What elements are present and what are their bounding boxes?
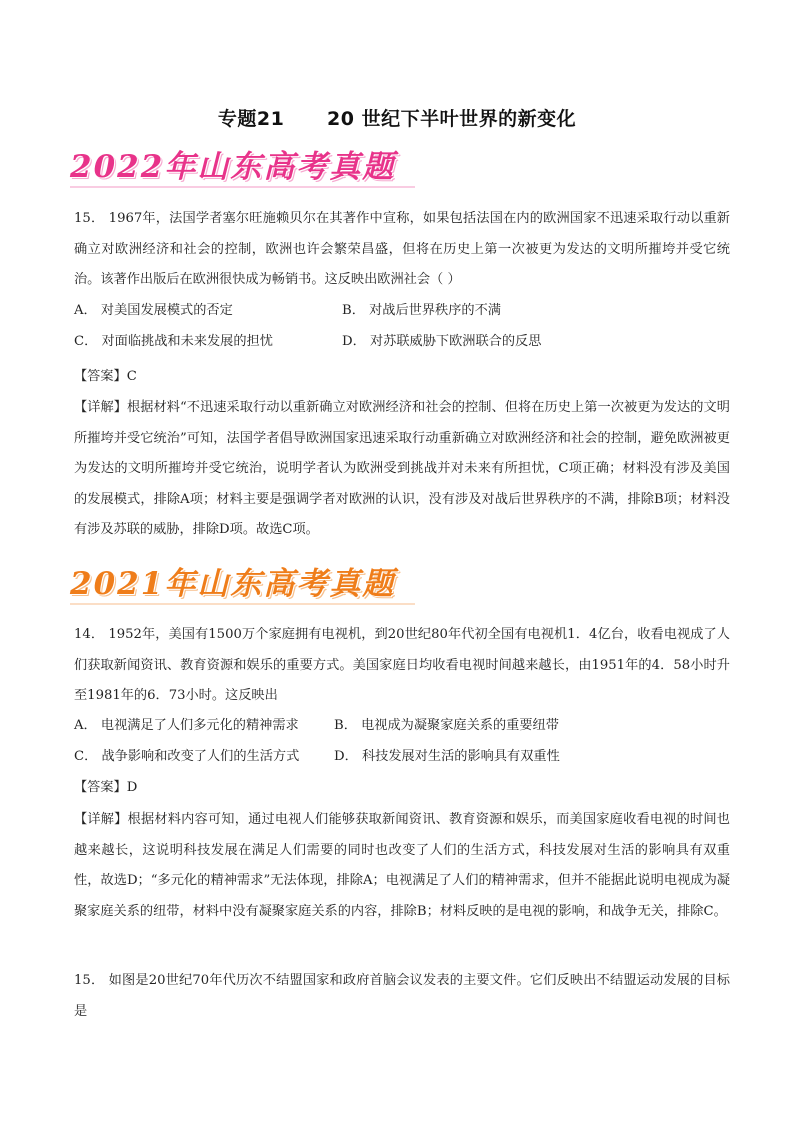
question-text: 15． 如图是20世纪70年代历次不结盟国家和政府首脑会议发表的主要文件。它们反映出不结盟运动发展的目标是 [74,973,730,1019]
option-b: B． 电视成为凝聚家庭关系的重要纽带 [334,718,559,733]
options-2022-15 [74,296,734,357]
question-2022-15 [74,204,730,296]
option-row [74,711,734,742]
option-d: D． 科技发展对生活的影响具有双重性 [334,748,560,764]
page-title: 专题21 20 世纪下半叶世界的新变化 [217,108,577,130]
detail-2022-15 [74,393,730,546]
banner-2021: 2021年山东高考真题 [70,566,396,602]
answer-text: 【答案】C [74,369,137,384]
option-d: D． 对苏联威胁下欧洲联合的反思 [342,333,542,349]
detail-text: 【详解】根据材料内容可知，通过电视人们能够获取新闻资讯、教育资源和娱乐，而美国家庭收看电视的时间也越来越长，这说明科技发展在满足人们需要的同时也改变了人们的生活方式，科技发展对生活的影响具有双重性，故选D；“多元化的精神需求”无法体现，排除A；电视满足了人们的精神需求，但并不能据此说明电视成为凝聚家庭关系的纽带，材料中没有凝聚家庭关系的内容，排除B；材料反映的是电视的影响，和战争无关，排除C。 [74,812,730,919]
answer-2021-14 [74,773,730,804]
question-text: 15． 1967年，法国学者塞尔旺施赖贝尔在其著作中宣称，如果包括法国在内的欧洲国家不迅速采取行动以重新确立对欧洲经济和社会的控制，欧洲也许会繁荣昌盛，但将在历史上第一次被更为发达的文明所摧垮并受它统治。该著作出版后在欧洲很快成为畅销书。这反映出欧洲社会（ ） [74,211,730,287]
question-2021-14 [74,620,730,712]
option-b: B． 对战后世界秩序的不满 [342,303,501,318]
question-2021-15 [74,966,730,1027]
question-text: 14． 1952年，美国有1500万个家庭拥有电视机，到20世纪80年代初全国有电视机1．4亿台，收看电视成了人们获取新闻资讯、教育资源和娱乐的重要方式。美国家庭日均收看电视时间越来越长，由1951年的4．58小时升至1981年的6．73小时。这反映出 [74,627,730,703]
detail-text: 【详解】根据材料“不迅速采取行动以重新确立对欧洲经济和社会的控制、但将在历史上第一次被更为发达的文明所摧垮并受它统治”可知，法国学者倡导欧洲国家迅速采取行动重新确立对欧洲经济和社会的控制，避免欧洲被更为发达的文明所摧垮并受它统治，说明学者认为欧洲受到挑战并对未来有所担忧，C项正确；材料没有涉及美国的发展模式，排除A项；材料主要是强调学者对欧洲的认识，没有涉及对战后世界秩序的不满，排除B项；材料没有涉及苏联的威胁，排除D项。故选C项。 [74,400,730,537]
option-a: A． 电视满足了人们多元化的精神需求 [74,718,299,733]
option-row [74,742,734,773]
options-2021-14 [74,711,734,772]
answer-text: 【答案】D [74,780,138,795]
option-c: C． 对面临挑战和未来发展的担忧 [74,333,273,349]
banner-2022-underline [70,186,415,188]
answer-2022-15 [74,362,730,393]
banner-2022: 2022年山东高考真题 [70,149,396,185]
option-row [74,327,734,358]
detail-2021-14 [74,805,730,927]
option-c: C． 战争影响和改变了人们的生活方式 [74,748,300,764]
option-row [74,296,734,327]
banner-2021-underline [70,603,415,605]
option-a: A． 对美国发展模式的否定 [74,303,233,318]
